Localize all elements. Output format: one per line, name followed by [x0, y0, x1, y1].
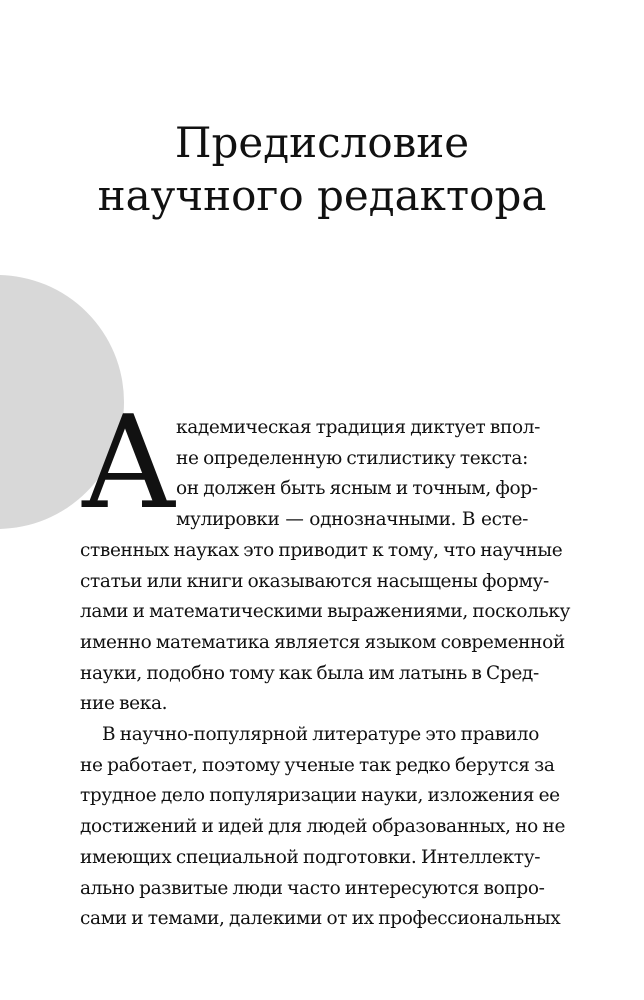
drop-cap-letter: А — [80, 389, 177, 538]
paragraph-1-line: он должен быть ясным и точным, фор- — [176, 478, 538, 500]
paragraph-2-line: трудное дело популяризации науки, изложения ее — [80, 785, 560, 807]
paragraph-1-line: лами и математическими выражениями, поскольку — [80, 601, 571, 623]
paragraph-1-line: науки, подобно тому как была им латынь в Сред- — [80, 662, 539, 684]
paragraph-2-line: имеющих специальной подготовки. Интеллекту- — [80, 846, 541, 868]
paragraph-1-line: не определенную стилистику текста: — [176, 447, 528, 469]
chapter-title-line-1: Предисловие — [174, 118, 470, 167]
paragraph-2-line: ально развитые люди часто интересуются вопро- — [80, 877, 545, 899]
paragraph-2-line: не работает, поэтому ученые так редко берутся за — [80, 754, 555, 776]
paragraph-1-line: кадемическая традиция диктует впол- — [176, 417, 541, 438]
chapter-title-line-2: научного редактора — [97, 171, 547, 220]
paragraph-1-line: ние века. — [80, 693, 168, 715]
body-text — [80, 413, 571, 935]
paragraph-1-line: именно математика является языком современной — [80, 631, 565, 653]
paragraph-1-line: статьи или книги оказываются насыщены форму- — [80, 570, 549, 592]
paragraph-1-line: мулировки — однозначными. В есте- — [176, 509, 528, 531]
paragraph-2-line: достижений и идей для людей образованных, но не — [80, 816, 566, 838]
chapter-title — [0, 116, 644, 222]
paragraph-2-line: В научно-популярной литературе это правило — [102, 724, 539, 746]
paragraph-2-line: сами и темами, далекими от их профессиональных — [80, 908, 561, 930]
paragraph-1-line: ственных науках это приводит к тому, что научные — [80, 539, 563, 561]
